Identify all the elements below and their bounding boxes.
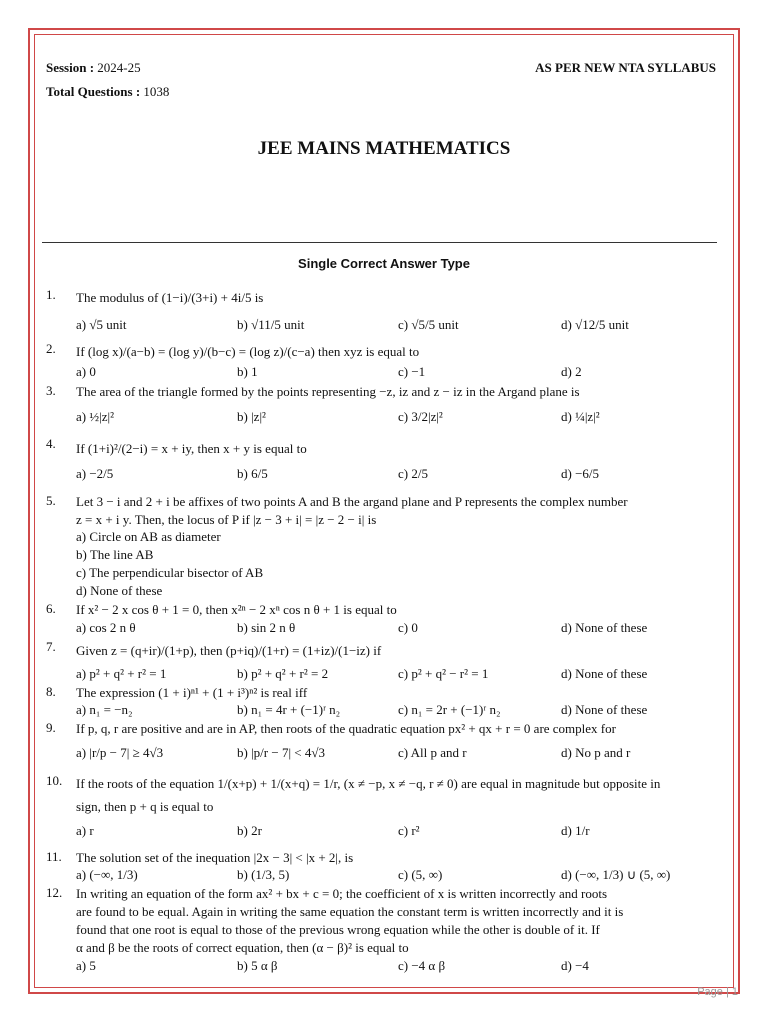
option-a: a) (−∞, 1/3) [76, 867, 138, 882]
option-a: a) n₁ = −n₂ [76, 702, 133, 717]
question-text: found that one root is equal to those of the previous wrong equation while the other is double of it. If [76, 922, 600, 937]
document-title: JEE MAINS MATHEMATICS [257, 138, 511, 159]
title-divider [42, 242, 717, 243]
option-c: c) p² + q² − r² = 1 [398, 666, 489, 681]
option-b: b) n₁ = 4r + (−1)ʳ n₂ [237, 702, 341, 717]
option-b: b) 5 α β [237, 958, 278, 973]
option-b: b) sin 2 n θ [237, 620, 296, 635]
option-d: d) None of these [561, 620, 648, 635]
option-a: a) 0 [76, 364, 96, 379]
syllabus-note: AS PER NEW NTA SYLLABUS [535, 60, 716, 75]
option-b: b) (1/3, 5) [237, 867, 290, 882]
session-label: Session : [46, 60, 95, 75]
option-a: a) ½|z|² [76, 409, 114, 424]
question-text: Given z = (q+ir)/(1+p), then (p+iq)/(1+r) = (1+iz)/(1−iz) if [76, 643, 382, 658]
option-c: c) 2/5 [398, 466, 428, 481]
question-text: z = x + i y. Then, the locus of P if |z − 3 + i| = |z − 2 − i| is [76, 512, 377, 527]
total-questions-label: Total Questions : [46, 84, 141, 99]
question-number: 11. [46, 849, 62, 864]
question-number: 1. [46, 287, 56, 302]
question-text: If p, q, r are positive and are in AP, then roots of the quadratic equation px² + qx + r = 0 are complex for [76, 721, 616, 736]
question-text: are found to be equal. Again in writing the same equation the constant term is written incorrectly and it is [76, 904, 624, 919]
option-b: b) 6/5 [237, 466, 268, 481]
total-questions-line [46, 84, 169, 100]
option-a: a) −2/5 [76, 466, 114, 481]
option-c: c) 3/2|z|² [398, 409, 443, 424]
option-b: b) |p/r − 7| < 4√3 [237, 745, 326, 760]
option-a: a) r [76, 823, 94, 838]
page-number: Page | 1 [697, 986, 738, 998]
question-number: 2. [46, 341, 56, 356]
question-text: The expression (1 + i)ⁿ¹ + (1 + i³)ⁿ² is real iff [76, 685, 308, 700]
option-d: d) ¼|z|² [561, 409, 600, 424]
question-number: 8. [46, 684, 56, 699]
question-number: 3. [46, 383, 56, 398]
question-text: The solution set of the inequation |2x − 3| < |x + 2|, is [76, 850, 354, 865]
option-d: d) None of these [76, 583, 163, 598]
question-number: 7. [46, 639, 56, 654]
question-number: 9. [46, 720, 56, 735]
question-number: 4. [46, 436, 56, 451]
option-a: a) 5 [76, 958, 96, 973]
option-b: b) |z|² [237, 409, 266, 424]
option-c: c) All p and r [398, 745, 467, 760]
option-b: b) 2r [237, 823, 262, 838]
option-c: c) r² [398, 823, 420, 838]
option-c: c) −1 [398, 364, 426, 379]
option-c: c) The perpendicular bisector of AB [76, 565, 264, 580]
session-value: 2024-25 [97, 60, 141, 75]
option-d: d) −4 [561, 958, 589, 973]
option-b: b) √11/5 unit [237, 317, 305, 332]
option-c: c) 0 [398, 620, 418, 635]
option-d: d) 2 [561, 364, 582, 379]
option-a: a) p² + q² + r² = 1 [76, 666, 167, 681]
option-d: d) None of these [561, 666, 648, 681]
option-d: d) (−∞, 1/3) ∪ (5, ∞) [561, 867, 671, 882]
option-a: a) cos 2 n θ [76, 620, 136, 635]
question-text: If the roots of the equation 1/(x+p) + 1/(x+q) = 1/r, (x ≠ −p, x ≠ −q, r ≠ 0) are equal in magnitude but opposite in [76, 776, 661, 791]
option-c: c) (5, ∞) [398, 867, 443, 882]
question-text: The modulus of (1−i)/(3+i) + 4i/5 is [76, 290, 264, 305]
question-text: α and β be the roots of correct equation, then (α − β)² is equal to [76, 940, 409, 955]
question-text: Let 3 − i and 2 + i be affixes of two points A and B the argand plane and P represents the complex number [76, 494, 628, 509]
question-number: 5. [46, 493, 56, 508]
option-a: a) √5 unit [76, 317, 127, 332]
session-line [46, 60, 141, 76]
total-questions-value: 1038 [143, 84, 170, 99]
question-number: 6. [46, 601, 56, 616]
option-d: d) No p and r [561, 745, 631, 760]
question-text: The area of the triangle formed by the points representing −z, iz and z − iz in the Argand plane is [76, 384, 580, 399]
option-b: b) The line AB [76, 547, 154, 562]
section-heading: Single Correct Answer Type [298, 256, 470, 271]
option-c: c) n₁ = 2r + (−1)ʳ n₂ [398, 702, 501, 717]
option-a: a) |r/p − 7| ≥ 4√3 [76, 745, 164, 760]
question-text: If (log x)/(a−b) = (log y)/(b−c) = (log z)/(c−a) then xyz is equal to [76, 344, 420, 359]
option-b: b) 1 [237, 364, 258, 379]
option-d: d) √12/5 unit [561, 317, 629, 332]
question-text: sign, then p + q is equal to [76, 799, 214, 814]
option-b: b) p² + q² + r² = 2 [237, 666, 329, 681]
option-d: d) None of these [561, 702, 648, 717]
option-c: c) √5/5 unit [398, 317, 459, 332]
question-text: If x² − 2 x cos θ + 1 = 0, then x²ⁿ − 2 xⁿ cos n θ + 1 is equal to [76, 602, 397, 617]
question-number: 10. [46, 773, 63, 788]
question-text: If (1+i)²/(2−i) = x + iy, then x + y is equal to [76, 441, 307, 456]
option-d: d) −6/5 [561, 466, 600, 481]
question-text: In writing an equation of the form ax² + bx + c = 0; the coefficient of x is written incorrectly and roots [76, 886, 608, 901]
question-number: 12. [46, 885, 63, 900]
option-d: d) 1/r [561, 823, 590, 838]
option-c: c) −4 α β [398, 958, 446, 973]
option-a: a) Circle on AB as diameter [76, 529, 221, 544]
